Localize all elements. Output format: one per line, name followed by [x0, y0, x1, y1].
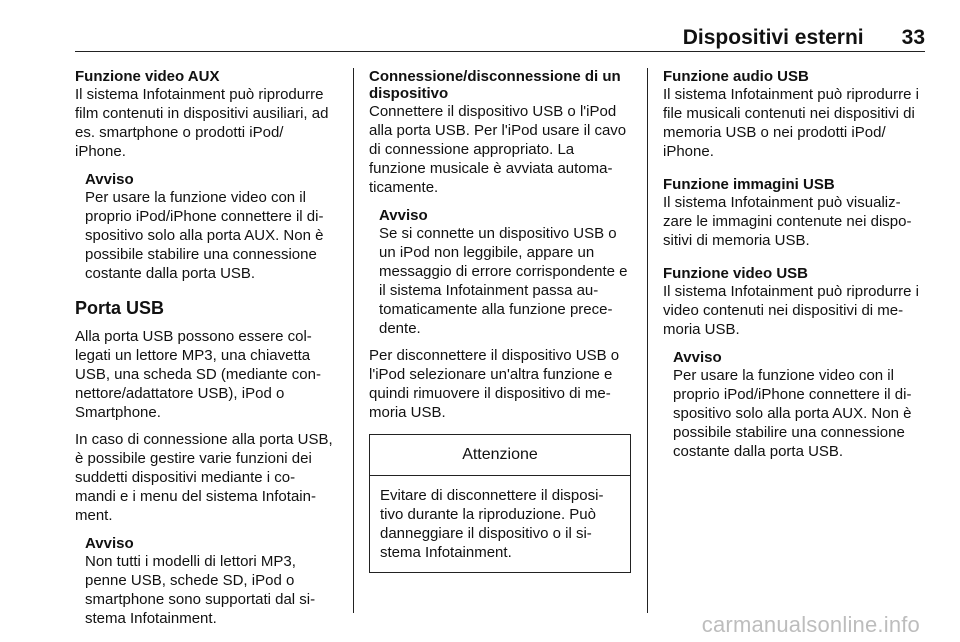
heading-usb-video: Funzione video USB — [663, 265, 809, 282]
warning-title: Attenzione — [370, 435, 630, 476]
column-divider — [647, 68, 648, 613]
note-title: Avviso — [673, 349, 722, 366]
note — [75, 171, 337, 283]
page-header — [0, 26, 925, 58]
note-title: Avviso — [85, 535, 134, 552]
section-title-usb-port: Porta USB — [75, 298, 165, 318]
note — [75, 535, 337, 628]
note-title: Avviso — [379, 207, 428, 224]
paragraph: Il sistema Infotainment può riprodurre i file musicali contenuti nei dispositivi di memoria USB o nei prodotti iPod/ iPhone. — [663, 86, 919, 160]
note-title: Avviso — [85, 171, 134, 188]
paragraph: Alla porta USB possono essere col- legati un lettore MP3, una chiavetta USB, una scheda SD (mediante con- nettore/adattatore USB), iPod o Smartphone. — [75, 328, 321, 421]
header-rule — [75, 51, 925, 52]
page-title: Dispositivi esterni — [682, 26, 864, 49]
watermark: carmanualsonline.info — [701, 612, 920, 637]
paragraph: Per disconnettere il dispositivo USB o l'iPod selezionare un'altra funzione e quindi rimuovere il dispositivo di me- moria USB. — [369, 347, 620, 421]
paragraph: Connettere il dispositivo USB o l'iPod alla porta USB. Per l'iPod usare il cavo di connessione appropriato. La funzione musicale è avviata automa- ticamente. — [369, 103, 627, 196]
heading-aux-video: Funzione video AUX — [75, 68, 220, 85]
paragraph: Il sistema Infotainment può visualiz- zare le immagini contenute nei dispo- sitivi di memoria USB. — [663, 194, 912, 249]
note-text: Non tutti i modelli di lettori MP3, penne USB, schede SD, iPod o smartphone sono supportati dal si- stema Infotainment. — [85, 553, 316, 627]
note-text: Per usare la funzione video con il proprio iPod/iPhone connettere il di- spositivo solo alla porta AUX. Non è possibile stabilire una connessione costante dalla porta USB. — [85, 189, 324, 282]
note-text: Se si connette un dispositivo USB o un iPod non leggibile, appare un messaggio di errore corrispondente e il sistema Infotainment passa au- tomaticamente alla funzione prece- dente. — [379, 225, 628, 337]
heading-usb-images: Funzione immagini USB — [663, 176, 835, 193]
column-middle — [369, 68, 631, 573]
column-right — [663, 68, 925, 461]
column-left — [75, 68, 337, 628]
heading-connect-disconnect: Connessione/disconnessione di un dispositivo — [369, 68, 621, 102]
note — [663, 349, 925, 461]
heading-usb-audio: Funzione audio USB — [663, 68, 809, 85]
paragraph: Il sistema Infotainment può riprodurre film contenuti in dispositivi ausiliari, ad es. smartphone o prodotti iPod/ iPhone. — [75, 86, 329, 160]
column-divider — [353, 68, 354, 613]
paragraph: Il sistema Infotainment può riprodurre i video contenuti nei dispositivi di me- moria USB. — [663, 283, 919, 338]
warning-box — [369, 434, 631, 573]
paragraph: In caso di connessione alla porta USB, è possibile gestire varie funzioni dei suddetti dispositivi mediante i co- mandi e i menu del sistema Infotain- ment. — [75, 431, 333, 524]
note-text: Per usare la funzione video con il proprio iPod/iPhone connettere il di- spositivo solo alla porta AUX. Non è possibile stabilire una connessione costante dalla porta USB. — [673, 367, 912, 460]
note — [369, 207, 631, 338]
page-number: 33 — [901, 26, 925, 49]
warning-text: Evitare di disconnettere il disposi- tivo durante la riproduzione. Può danneggiare il dispositivo o il si- stema Infotainment. — [380, 487, 604, 561]
